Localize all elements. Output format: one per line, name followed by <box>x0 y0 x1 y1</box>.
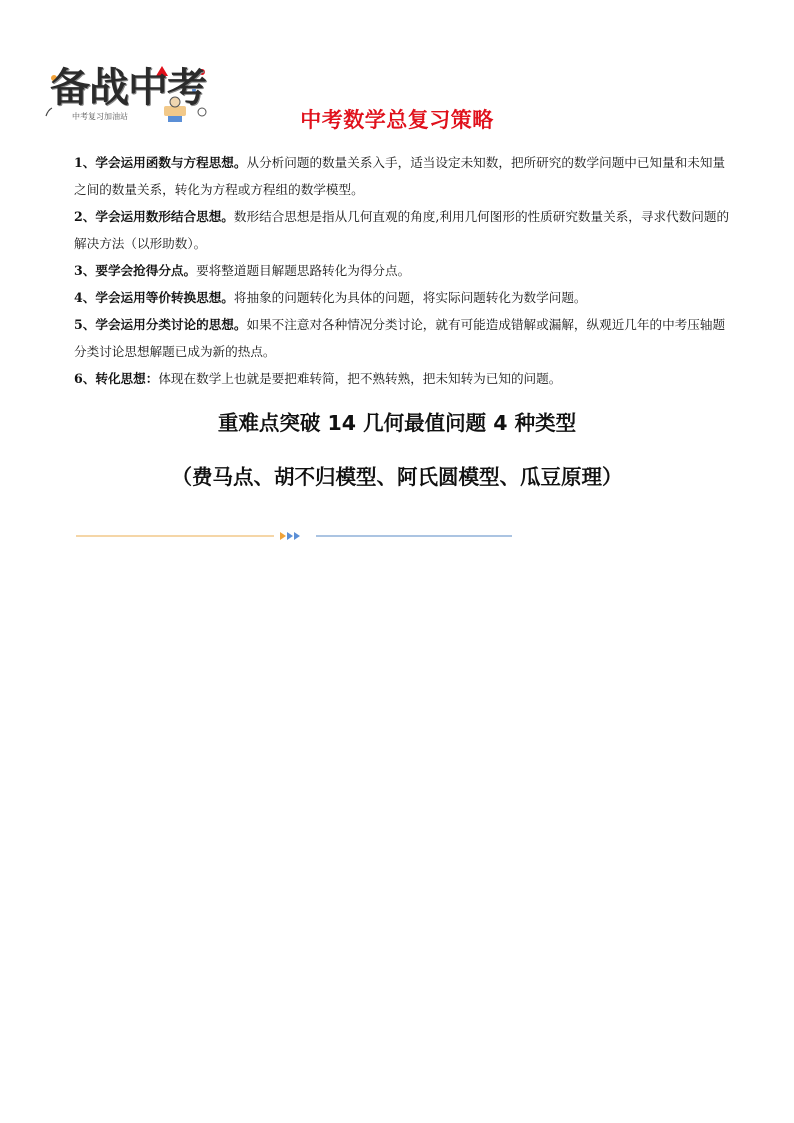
strategy-text: 如果不注意对各种情况分类讨论，就有可能造成错解或漏解，纵观近几年的中考压轴题分类讨论思想解题已成为新的热点。 <box>74 317 726 359</box>
topic-subtitle: （费马点、胡不归模型、阿氏圆模型、瓜豆原理） <box>171 465 623 489</box>
strategy-number: 6、 <box>74 371 96 386</box>
strategy-heading: 学会运用等价转换思想 <box>95 290 222 305</box>
strategy-number: 3、 <box>74 263 96 278</box>
topic-title: 重难点突破 14 几何最值问题 4 种类型 <box>217 411 577 435</box>
strategy-item <box>74 257 734 284</box>
strategy-heading: 学会运用函数与方程思想 <box>95 155 234 170</box>
strategy-separator: 。 <box>183 263 197 278</box>
logo-subtitle: 中考复习加油站 <box>72 112 128 121</box>
strategy-number: 4、 <box>74 290 96 305</box>
page-title: 中考数学总复习策略 <box>300 108 494 132</box>
strategy-number: 2、 <box>74 209 96 224</box>
strategy-item <box>74 284 734 311</box>
strategy-separator: 。 <box>233 155 247 170</box>
triangle-arrows-icon <box>280 532 300 540</box>
strategy-text: 将抽象的问题转化为具体的问题，将实际问题转化为数学问题。 <box>233 290 587 305</box>
strategy-heading: 转化思想 <box>95 371 146 386</box>
strategy-item <box>74 311 734 365</box>
strategy-text: 数形结合思想是指从几何直观的角度,利用几何图形的性质研究数量关系，寻求代数问题的解决方法（以形助数）。 <box>74 209 730 251</box>
strategy-list <box>74 149 734 392</box>
strategy-text: 从分析问题的数量关系入手，适当设定未知数，把所研究的数学问题中已知量和未知量之间的数量关系，转化为方程或方程组的数学模型。 <box>74 155 726 197</box>
strategy-item <box>74 149 734 203</box>
strategy-number: 5、 <box>74 317 96 332</box>
strategy-item <box>74 365 734 392</box>
section-divider <box>76 530 516 542</box>
strategy-separator: ： <box>145 371 159 386</box>
logo-title: 备战中考 <box>50 64 206 111</box>
strategy-text: 要将整道题目解题思路转化为得分点。 <box>196 263 411 278</box>
strategy-item <box>74 203 734 257</box>
strategy-heading: 学会运用分类讨论的思想 <box>95 317 234 332</box>
strategy-heading: 学会运用数形结合思想 <box>95 209 222 224</box>
strategy-separator: 。 <box>233 317 247 332</box>
strategy-separator: 。 <box>221 290 234 305</box>
strategy-heading: 要学会抢得分点 <box>95 263 184 278</box>
strategy-text: 体现在数学上也就是要把难转简，把不熟转熟，把未知转为已知的问题。 <box>158 371 562 386</box>
strategy-separator: 。 <box>221 209 234 224</box>
strategy-number: 1、 <box>74 155 96 170</box>
